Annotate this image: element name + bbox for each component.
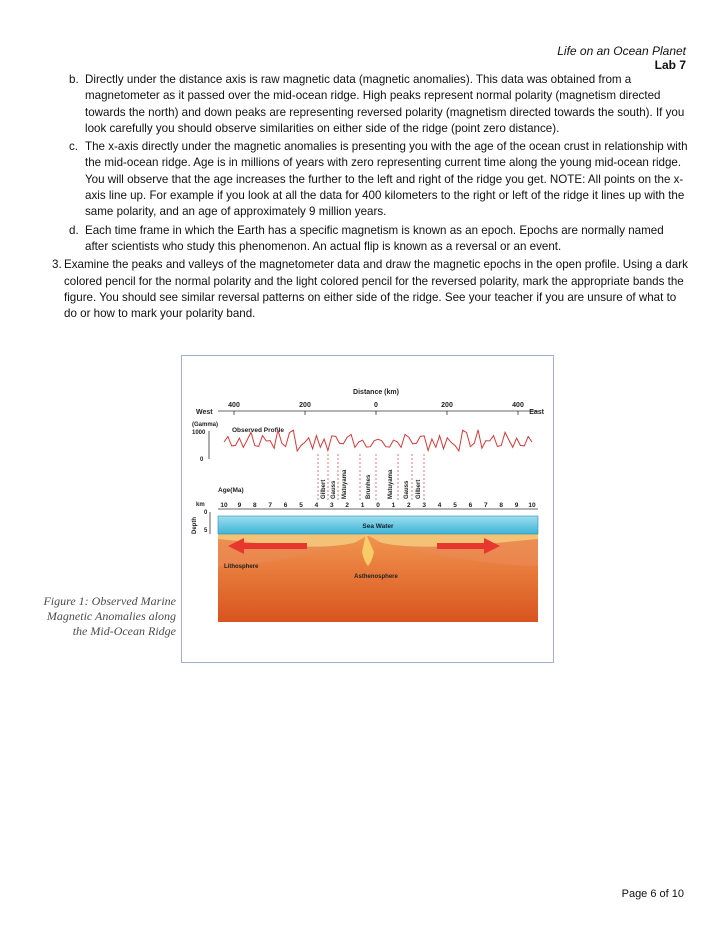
age-tick-label: 5 xyxy=(453,502,457,509)
course-title: Life on an Ocean Planet xyxy=(557,44,686,58)
figure-frame xyxy=(181,355,554,663)
distance-tick-label: 200 xyxy=(441,402,453,409)
list-item xyxy=(48,223,688,256)
list-item-text: Each time frame in which the Earth has a specific magnetism is known as an epoch. Epochs are normally named after scientists who study this phenomenon. An actual flip is known as a reversal or an event. xyxy=(85,223,664,253)
list-marker: b. xyxy=(69,73,79,86)
magnetic-anomaly-figure xyxy=(182,356,553,662)
page-header xyxy=(557,44,686,72)
epoch-label: Brunhes xyxy=(366,474,372,499)
age-tick-label: 6 xyxy=(468,502,473,509)
gamma-label: (Gamma) xyxy=(192,422,219,428)
caption-line: the Mid-Ocean Ridge xyxy=(72,624,176,638)
distance-tick-label: 200 xyxy=(299,402,311,409)
distance-ticks xyxy=(228,402,524,415)
km-label: km xyxy=(196,502,205,508)
distance-tick-label: 400 xyxy=(512,402,524,409)
gamma-0-label: 0 xyxy=(200,457,204,463)
age-tick-label: 2 xyxy=(406,502,411,509)
age-tick-label: 8 xyxy=(252,502,257,509)
age-tick-label: 3 xyxy=(329,502,334,509)
numbered-item xyxy=(48,257,688,322)
epoch-label: Gilbert xyxy=(321,479,327,499)
depth-5-label: 5 xyxy=(204,528,208,534)
age-tick-label: 1 xyxy=(360,502,365,509)
age-tick-label: 8 xyxy=(499,502,504,509)
epoch-label: Matuyama xyxy=(342,469,348,499)
list-item xyxy=(48,139,688,220)
lithosphere-label: Lithosphere xyxy=(224,564,259,570)
age-tick-label: 0 xyxy=(376,502,380,509)
age-tick-label: 9 xyxy=(237,502,242,509)
sea-water-label: Sea Water xyxy=(362,523,394,530)
list-marker: 3. xyxy=(52,258,62,272)
list-item xyxy=(48,72,688,137)
list-marker: c. xyxy=(69,140,79,154)
distance-axis-title: Distance (km) xyxy=(353,389,399,396)
gamma-1000-label: 1000 xyxy=(192,430,206,436)
depth-label: Depth xyxy=(192,517,198,534)
distance-tick-label: 0 xyxy=(374,402,378,409)
observed-profile-label: Observed Profile xyxy=(232,427,285,434)
age-tick-label: 10 xyxy=(220,502,228,509)
age-tick-label: 3 xyxy=(422,502,427,509)
distance-tick-label: 400 xyxy=(228,402,240,409)
lab-number: Lab 7 xyxy=(654,58,686,72)
epoch-label: Matuyama xyxy=(388,469,394,499)
list-marker: d. xyxy=(69,223,79,237)
asthenosphere-label: Asthenosphere xyxy=(354,574,398,580)
lab-instructions xyxy=(48,72,688,322)
epoch-label: Gauss xyxy=(331,480,337,499)
list-item-text: Directly under the distance axis is raw magnetic data (magnetic anomalies). This data was obtained from a magnetometer as it passed over the mid-ocean ridge. High peaks represent normal polarity (magnetism directed towards the north) and down peaks are representing reversed polarity (magnetism directed towards the south). If you look carefully you should observe similarities on either side of the ridge (point zero distance). xyxy=(85,73,685,135)
numbered-item-text: Examine the peaks and valleys of the magnetometer data and draw the magnetic epochs in the open profile. Using a dark colored pencil for the normal polarity and the light colored pencil for the reversed polarity, mark the appropriate bands the figure. You should see similar reversal patterns on either side of the ridge. See your teacher if you are unsure of what to do or how to mark your polarity band. xyxy=(64,258,688,321)
depth-0-label: 0 xyxy=(204,510,208,516)
caption-line: Magnetic Anomalies along xyxy=(46,609,176,623)
age-tick-label: 7 xyxy=(268,502,273,509)
east-label: East xyxy=(529,409,544,416)
age-ticks xyxy=(220,502,536,509)
age-tick-label: 1 xyxy=(391,502,396,509)
epoch-label: Gauss xyxy=(404,480,410,499)
list-item-text: The x-axis directly under the magnetic anomalies is presenting you with the age of the ocean crust in relationship with the mid-ocean ridge. Age is in millions of years with zero representing current time along the young mid-ocean ridge. You will observe that the age increases the further to the left and right of the ridge you get. NOTE: All points on the x-axis line up. For example if you look at all the data for 400 kilometers to the right or left of the ridge it lines up with the same polarity, and an age of approximately 9 million years. xyxy=(85,140,688,219)
epoch-label: Gilbert xyxy=(416,479,422,499)
age-tick-label: 6 xyxy=(283,502,288,509)
page-number: Page 6 of 10 xyxy=(621,888,684,900)
figure-caption xyxy=(28,594,176,639)
age-tick-label: 7 xyxy=(483,502,488,509)
caption-line: Figure 1: Observed Marine xyxy=(43,594,176,608)
age-tick-label: 2 xyxy=(345,502,350,509)
age-tick-label: 10 xyxy=(528,502,536,509)
west-label: West xyxy=(196,409,213,416)
age-tick-label: 4 xyxy=(437,502,442,509)
age-tick-label: 5 xyxy=(299,502,303,509)
age-tick-label: 4 xyxy=(314,502,319,509)
age-tick-label: 9 xyxy=(514,502,519,509)
age-axis-label: Age(Ma) xyxy=(218,487,244,494)
epoch-labels xyxy=(318,454,424,501)
